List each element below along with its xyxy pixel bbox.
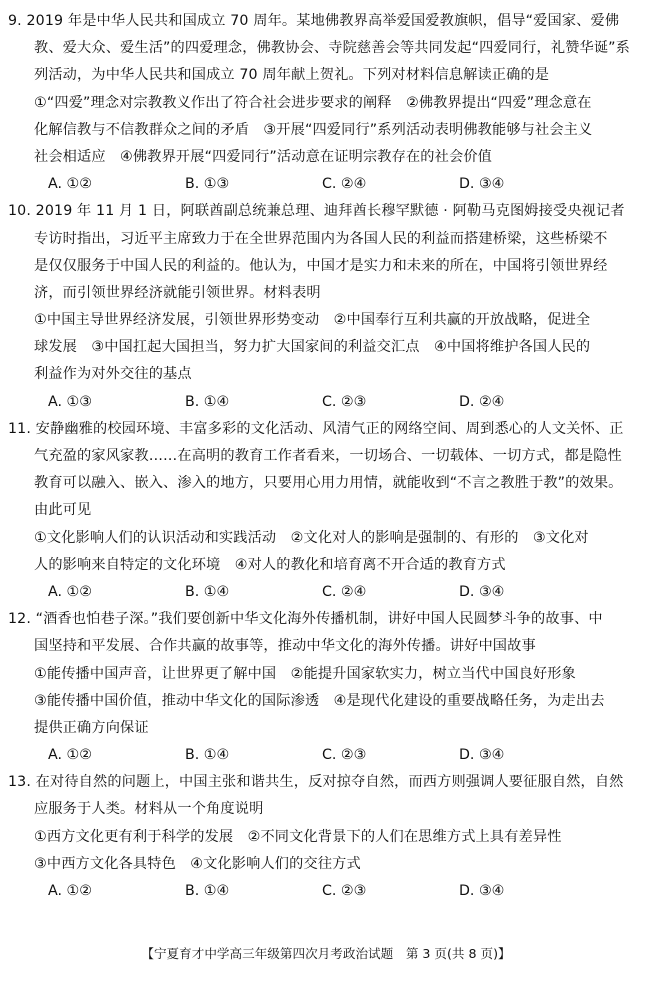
question-stem-line: 教、爱大众、爱生活”的四爱理念，佛教协会、寺院慈善会等共同发起“四爱同行，礼赞华诞”系 xyxy=(34,40,631,57)
option-b[interactable]: B. ①④ xyxy=(185,883,230,899)
answer-options xyxy=(8,171,632,198)
question-stem-line: 13. 在对待自然的问题上，中国主张和谐共生，反对掠夺自然，而西方则强调人要征服自然，自然 xyxy=(8,774,624,791)
question-stem-line: 教育可以融入、嵌入、渗入的地方，只要用心用力用情，就能收到“不言之教胜于教”的效果。 xyxy=(34,475,623,492)
statement-line: ③能传播中国价值，推动中华文化的国际渗透 ④是现代化建设的重要战略任务，为走出去 xyxy=(34,692,605,709)
statement-line: ③中西方文化各具特色 ④文化影响人们的交往方式 xyxy=(34,855,361,872)
statement-line: 球发展 ③中国扛起大国担当，努力扩大国家间的利益交汇点 ④中国将维护各国人民的 xyxy=(34,339,591,356)
option-d[interactable]: D. ③④ xyxy=(459,583,505,600)
answer-options xyxy=(8,579,632,606)
option-c[interactable]: C. ②③ xyxy=(322,747,367,764)
answer-options xyxy=(8,389,632,416)
statement-line: 提供正确方向保证 xyxy=(34,719,149,736)
question-stem-line: 11. 安静幽雅的校园环境、丰富多彩的文化活动、风清气正的网络空间、周到悉心的人文关怀、正 xyxy=(8,420,624,437)
question-stem-line: 12. “酒香也怕巷子深。”我们要创新中华文化海外传播机制，讲好中国人民圆梦斗争的故事、中 xyxy=(8,611,603,628)
option-c[interactable]: C. ②③ xyxy=(322,883,367,899)
option-d[interactable]: D. ③④ xyxy=(459,176,505,193)
option-a[interactable]: A. ①② xyxy=(48,747,92,764)
question-stem-line: 应服务于人类。材料从一个角度说明 xyxy=(34,801,264,818)
option-a[interactable]: A. ①② xyxy=(48,583,92,600)
statement-line: 利益作为对外交往的基点 xyxy=(34,366,192,383)
answer-options xyxy=(8,742,632,769)
option-c[interactable]: C. ②④ xyxy=(322,176,367,193)
question-13 xyxy=(8,769,632,905)
option-d[interactable]: D. ③④ xyxy=(459,883,505,899)
statement-line: 人的影响来自特定的文化环境 ④对人的教化和培育离不开合适的教育方式 xyxy=(34,556,506,573)
question-stem-line: 国坚持和平发展、合作共赢的故事等，推动中华文化的海外传播。讲好中国故事 xyxy=(34,638,536,655)
question-12 xyxy=(8,606,632,769)
option-b[interactable]: B. ①③ xyxy=(185,176,230,193)
question-stem-line: 济，而引领世界经济就能引领世界。材料表明 xyxy=(34,284,321,301)
statement-line: ①能传播中国声音，让世界更了解中国 ②能提升国家软实力，树立当代中国良好形象 xyxy=(34,665,576,682)
statement-line: ①文化影响人们的认识活动和实践活动 ②文化对人的影响是强制的、有形的 ③文化对 xyxy=(34,529,589,546)
question-9 xyxy=(8,8,632,198)
statement-line: 社会相适应 ④佛教界开展“四爱同行”活动意在证明宗教存在的社会价值 xyxy=(34,148,492,165)
question-stem-line: 由此可见 xyxy=(34,502,92,519)
statement-line: ①“四爱”理念对宗教教义作出了符合社会进步要求的阐释 ②佛教界提出“四爱”理念意在 xyxy=(34,94,592,111)
question-stem-line: 气充盈的家风家教……在高明的教育工作者看来，一切场合、一切载体、一切方式，都是隐性 xyxy=(34,448,622,464)
option-b[interactable]: B. ①④ xyxy=(185,393,230,410)
statement-line: ①中国主导世界经济发展，引领世界形势变动 ②中国奉行互利共赢的开放战略，促进全 xyxy=(34,312,591,329)
option-d[interactable]: D. ③④ xyxy=(459,747,505,764)
question-stem-line: 专访时指出，习近平主席致力于在全世界范围内为各国人民的利益而搭建桥梁，这些桥梁不 xyxy=(34,230,608,247)
option-a[interactable]: A. ①③ xyxy=(48,393,92,410)
page-footer: 【宁夏育才中学高三年级第四次月考政治试题 第 3 页(共 8 页)】 xyxy=(141,946,511,961)
option-a[interactable]: A. ①② xyxy=(48,176,92,193)
option-a[interactable]: A. ①② xyxy=(48,883,92,899)
option-d[interactable]: D. ②④ xyxy=(459,393,505,410)
question-10 xyxy=(8,198,632,416)
question-stem-line: 9. 2019 年是中华人民共和国成立 70 周年。某地佛教界高举爱国爱教旗帜，倡导“爱国家、爱佛 xyxy=(8,13,620,29)
question-stem-line: 是仅仅服务于中国人民的利益的。他认为，中国才是实力和未来的所在，中国将引领世界经 xyxy=(34,257,608,274)
option-c[interactable]: C. ②③ xyxy=(322,393,367,410)
statement-line: ①西方文化更有利于科学的发展 ②不同文化背景下的人们在思维方式上具有差异性 xyxy=(34,828,562,845)
question-11 xyxy=(8,416,632,606)
statement-line: 化解信教与不信教群众之间的矛盾 ③开展“四爱同行”系列活动表明佛教能够与社会主义 xyxy=(34,121,593,138)
answer-options xyxy=(8,878,632,905)
question-stem-line: 列活动，为中华人民共和国成立 70 周年献上贺礼。下列对材料信息解读正确的是 xyxy=(34,67,550,84)
option-b[interactable]: B. ①④ xyxy=(185,747,230,764)
option-c[interactable]: C. ②④ xyxy=(322,583,367,600)
question-stem-line: 10. 2019 年 11 月 1 日，阿联酋副总统兼总理、迪拜酋长穆罕默德 · 阿勒马克图姆接受央视记者 xyxy=(8,203,625,220)
option-b[interactable]: B. ①④ xyxy=(185,583,230,600)
